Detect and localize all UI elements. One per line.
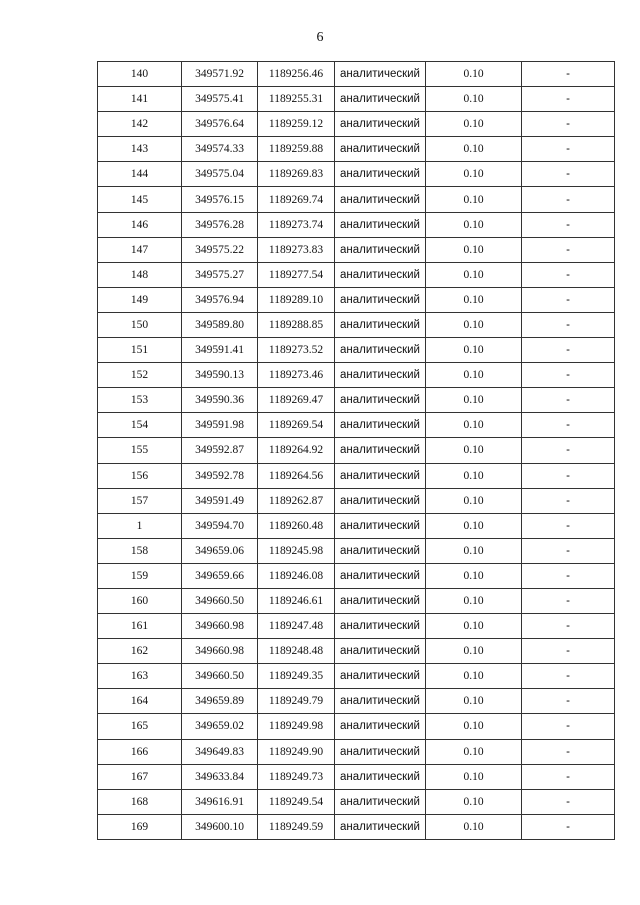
y-coordinate-cell: 1189262.87 (258, 488, 335, 513)
y-coordinate-cell: 1189264.92 (258, 438, 335, 463)
y-coordinate-cell: 1189273.83 (258, 237, 335, 262)
accuracy-cell: 0.10 (426, 764, 522, 789)
accuracy-cell: 0.10 (426, 789, 522, 814)
accuracy-cell: 0.10 (426, 237, 522, 262)
method-cell: аналитический (335, 614, 426, 639)
table-row (98, 62, 615, 87)
method-cell: аналитический (335, 664, 426, 689)
page-number: 6 (316, 30, 324, 45)
description-cell: - (522, 538, 615, 563)
y-coordinate-cell: 1189260.48 (258, 513, 335, 538)
point-number-cell: 165 (98, 714, 182, 739)
coordinates-table (97, 61, 615, 840)
method-cell: аналитический (335, 563, 426, 588)
point-number-cell: 140 (98, 62, 182, 87)
accuracy-cell: 0.10 (426, 538, 522, 563)
description-cell: - (522, 488, 615, 513)
accuracy-cell: 0.10 (426, 739, 522, 764)
y-coordinate-cell: 1189249.73 (258, 764, 335, 789)
table-row (98, 212, 615, 237)
point-number-cell: 154 (98, 413, 182, 438)
x-coordinate-cell: 349575.04 (182, 162, 258, 187)
accuracy-cell: 0.10 (426, 87, 522, 112)
y-coordinate-cell: 1189249.59 (258, 814, 335, 839)
y-coordinate-cell: 1189259.12 (258, 112, 335, 137)
x-coordinate-cell: 349659.02 (182, 714, 258, 739)
table-row (98, 338, 615, 363)
x-coordinate-cell: 349594.70 (182, 513, 258, 538)
point-number-cell: 152 (98, 363, 182, 388)
point-number-cell: 144 (98, 162, 182, 187)
method-cell: аналитический (335, 463, 426, 488)
x-coordinate-cell: 349576.94 (182, 287, 258, 312)
method-cell: аналитический (335, 538, 426, 563)
point-number-cell: 1 (98, 513, 182, 538)
y-coordinate-cell: 1189277.54 (258, 262, 335, 287)
method-cell: аналитический (335, 212, 426, 237)
table-row (98, 363, 615, 388)
method-cell: аналитический (335, 814, 426, 839)
x-coordinate-cell: 349660.50 (182, 588, 258, 613)
accuracy-cell: 0.10 (426, 563, 522, 588)
method-cell: аналитический (335, 312, 426, 337)
description-cell: - (522, 614, 615, 639)
description-cell: - (522, 639, 615, 664)
accuracy-cell: 0.10 (426, 287, 522, 312)
description-cell: - (522, 814, 615, 839)
table-row (98, 563, 615, 588)
x-coordinate-cell: 349575.22 (182, 237, 258, 262)
description-cell: - (522, 588, 615, 613)
x-coordinate-cell: 349592.87 (182, 438, 258, 463)
point-number-cell: 141 (98, 87, 182, 112)
point-number-cell: 147 (98, 237, 182, 262)
point-number-cell: 159 (98, 563, 182, 588)
description-cell: - (522, 262, 615, 287)
accuracy-cell: 0.10 (426, 187, 522, 212)
description-cell: - (522, 463, 615, 488)
table-row (98, 664, 615, 689)
table-row (98, 614, 615, 639)
description-cell: - (522, 689, 615, 714)
description-cell: - (522, 363, 615, 388)
accuracy-cell: 0.10 (426, 513, 522, 538)
accuracy-cell: 0.10 (426, 664, 522, 689)
method-cell: аналитический (335, 338, 426, 363)
y-coordinate-cell: 1189255.31 (258, 87, 335, 112)
x-coordinate-cell: 349592.78 (182, 463, 258, 488)
description-cell: - (522, 789, 615, 814)
point-number-cell: 146 (98, 212, 182, 237)
accuracy-cell: 0.10 (426, 212, 522, 237)
accuracy-cell: 0.10 (426, 614, 522, 639)
method-cell: аналитический (335, 438, 426, 463)
method-cell: аналитический (335, 413, 426, 438)
description-cell: - (522, 287, 615, 312)
accuracy-cell: 0.10 (426, 363, 522, 388)
x-coordinate-cell: 349659.89 (182, 689, 258, 714)
description-cell: - (522, 714, 615, 739)
method-cell: аналитический (335, 187, 426, 212)
x-coordinate-cell: 349576.64 (182, 112, 258, 137)
description-cell: - (522, 87, 615, 112)
point-number-cell: 145 (98, 187, 182, 212)
table-row (98, 689, 615, 714)
table-row (98, 789, 615, 814)
y-coordinate-cell: 1189256.46 (258, 62, 335, 87)
point-number-cell: 157 (98, 488, 182, 513)
x-coordinate-cell: 349660.98 (182, 639, 258, 664)
x-coordinate-cell: 349575.27 (182, 262, 258, 287)
x-coordinate-cell: 349590.13 (182, 363, 258, 388)
accuracy-cell: 0.10 (426, 112, 522, 137)
x-coordinate-cell: 349649.83 (182, 739, 258, 764)
method-cell: аналитический (335, 639, 426, 664)
table-row (98, 463, 615, 488)
accuracy-cell: 0.10 (426, 338, 522, 363)
accuracy-cell: 0.10 (426, 714, 522, 739)
table-row (98, 639, 615, 664)
table-row (98, 714, 615, 739)
table-row (98, 764, 615, 789)
point-number-cell: 169 (98, 814, 182, 839)
point-number-cell: 142 (98, 112, 182, 137)
y-coordinate-cell: 1189273.46 (258, 363, 335, 388)
description-cell: - (522, 513, 615, 538)
table-row (98, 287, 615, 312)
x-coordinate-cell: 349616.91 (182, 789, 258, 814)
point-number-cell: 153 (98, 388, 182, 413)
method-cell: аналитический (335, 112, 426, 137)
method-cell: аналитический (335, 513, 426, 538)
accuracy-cell: 0.10 (426, 262, 522, 287)
table-row (98, 739, 615, 764)
description-cell: - (522, 137, 615, 162)
y-coordinate-cell: 1189249.98 (258, 714, 335, 739)
method-cell: аналитический (335, 714, 426, 739)
method-cell: аналитический (335, 162, 426, 187)
y-coordinate-cell: 1189246.08 (258, 563, 335, 588)
table-row (98, 438, 615, 463)
table-row (98, 137, 615, 162)
x-coordinate-cell: 349600.10 (182, 814, 258, 839)
x-coordinate-cell: 349589.80 (182, 312, 258, 337)
accuracy-cell: 0.10 (426, 388, 522, 413)
table-row (98, 814, 615, 839)
point-number-cell: 162 (98, 639, 182, 664)
accuracy-cell: 0.10 (426, 488, 522, 513)
description-cell: - (522, 739, 615, 764)
table-row (98, 588, 615, 613)
x-coordinate-cell: 349576.15 (182, 187, 258, 212)
description-cell: - (522, 212, 615, 237)
x-coordinate-cell: 349660.98 (182, 614, 258, 639)
y-coordinate-cell: 1189246.61 (258, 588, 335, 613)
x-coordinate-cell: 349659.66 (182, 563, 258, 588)
accuracy-cell: 0.10 (426, 137, 522, 162)
method-cell: аналитический (335, 388, 426, 413)
point-number-cell: 149 (98, 287, 182, 312)
point-number-cell: 156 (98, 463, 182, 488)
point-number-cell: 155 (98, 438, 182, 463)
point-number-cell: 148 (98, 262, 182, 287)
description-cell: - (522, 664, 615, 689)
method-cell: аналитический (335, 287, 426, 312)
description-cell: - (522, 413, 615, 438)
description-cell: - (522, 438, 615, 463)
table-row (98, 413, 615, 438)
description-cell: - (522, 162, 615, 187)
y-coordinate-cell: 1189273.52 (258, 338, 335, 363)
description-cell: - (522, 112, 615, 137)
method-cell: аналитический (335, 262, 426, 287)
y-coordinate-cell: 1189273.74 (258, 212, 335, 237)
table-row (98, 112, 615, 137)
point-number-cell: 167 (98, 764, 182, 789)
y-coordinate-cell: 1189249.54 (258, 789, 335, 814)
x-coordinate-cell: 349591.41 (182, 338, 258, 363)
accuracy-cell: 0.10 (426, 689, 522, 714)
accuracy-cell: 0.10 (426, 463, 522, 488)
table-row (98, 388, 615, 413)
method-cell: аналитический (335, 689, 426, 714)
table-body (98, 62, 615, 840)
y-coordinate-cell: 1189269.74 (258, 187, 335, 212)
point-number-cell: 158 (98, 538, 182, 563)
accuracy-cell: 0.10 (426, 814, 522, 839)
table-row (98, 87, 615, 112)
point-number-cell: 163 (98, 664, 182, 689)
method-cell: аналитический (335, 588, 426, 613)
table-row (98, 312, 615, 337)
method-cell: аналитический (335, 488, 426, 513)
y-coordinate-cell: 1189247.48 (258, 614, 335, 639)
point-number-cell: 143 (98, 137, 182, 162)
description-cell: - (522, 237, 615, 262)
accuracy-cell: 0.10 (426, 162, 522, 187)
y-coordinate-cell: 1189245.98 (258, 538, 335, 563)
point-number-cell: 164 (98, 689, 182, 714)
accuracy-cell: 0.10 (426, 639, 522, 664)
x-coordinate-cell: 349574.33 (182, 137, 258, 162)
y-coordinate-cell: 1189288.85 (258, 312, 335, 337)
description-cell: - (522, 338, 615, 363)
method-cell: аналитический (335, 87, 426, 112)
method-cell: аналитический (335, 363, 426, 388)
y-coordinate-cell: 1189269.54 (258, 413, 335, 438)
accuracy-cell: 0.10 (426, 588, 522, 613)
description-cell: - (522, 764, 615, 789)
description-cell: - (522, 312, 615, 337)
point-number-cell: 166 (98, 739, 182, 764)
description-cell: - (522, 187, 615, 212)
table-row (98, 162, 615, 187)
description-cell: - (522, 388, 615, 413)
x-coordinate-cell: 349591.49 (182, 488, 258, 513)
x-coordinate-cell: 349659.06 (182, 538, 258, 563)
point-number-cell: 150 (98, 312, 182, 337)
x-coordinate-cell: 349590.36 (182, 388, 258, 413)
accuracy-cell: 0.10 (426, 413, 522, 438)
accuracy-cell: 0.10 (426, 62, 522, 87)
x-coordinate-cell: 349575.41 (182, 87, 258, 112)
table-row (98, 262, 615, 287)
x-coordinate-cell: 349571.92 (182, 62, 258, 87)
method-cell: аналитический (335, 739, 426, 764)
point-number-cell: 161 (98, 614, 182, 639)
method-cell: аналитический (335, 237, 426, 262)
table-row (98, 237, 615, 262)
y-coordinate-cell: 1189264.56 (258, 463, 335, 488)
x-coordinate-cell: 349660.50 (182, 664, 258, 689)
description-cell: - (522, 62, 615, 87)
method-cell: аналитический (335, 789, 426, 814)
y-coordinate-cell: 1189269.83 (258, 162, 335, 187)
accuracy-cell: 0.10 (426, 312, 522, 337)
method-cell: аналитический (335, 137, 426, 162)
table-row (98, 513, 615, 538)
point-number-cell: 151 (98, 338, 182, 363)
y-coordinate-cell: 1189249.90 (258, 739, 335, 764)
x-coordinate-cell: 349576.28 (182, 212, 258, 237)
method-cell: аналитический (335, 62, 426, 87)
y-coordinate-cell: 1189249.35 (258, 664, 335, 689)
y-coordinate-cell: 1189259.88 (258, 137, 335, 162)
y-coordinate-cell: 1189249.79 (258, 689, 335, 714)
x-coordinate-cell: 349633.84 (182, 764, 258, 789)
point-number-cell: 160 (98, 588, 182, 613)
accuracy-cell: 0.10 (426, 438, 522, 463)
method-cell: аналитический (335, 764, 426, 789)
y-coordinate-cell: 1189269.47 (258, 388, 335, 413)
table-row (98, 187, 615, 212)
description-cell: - (522, 563, 615, 588)
table-row (98, 538, 615, 563)
point-number-cell: 168 (98, 789, 182, 814)
y-coordinate-cell: 1189248.48 (258, 639, 335, 664)
y-coordinate-cell: 1189289.10 (258, 287, 335, 312)
table-row (98, 488, 615, 513)
x-coordinate-cell: 349591.98 (182, 413, 258, 438)
